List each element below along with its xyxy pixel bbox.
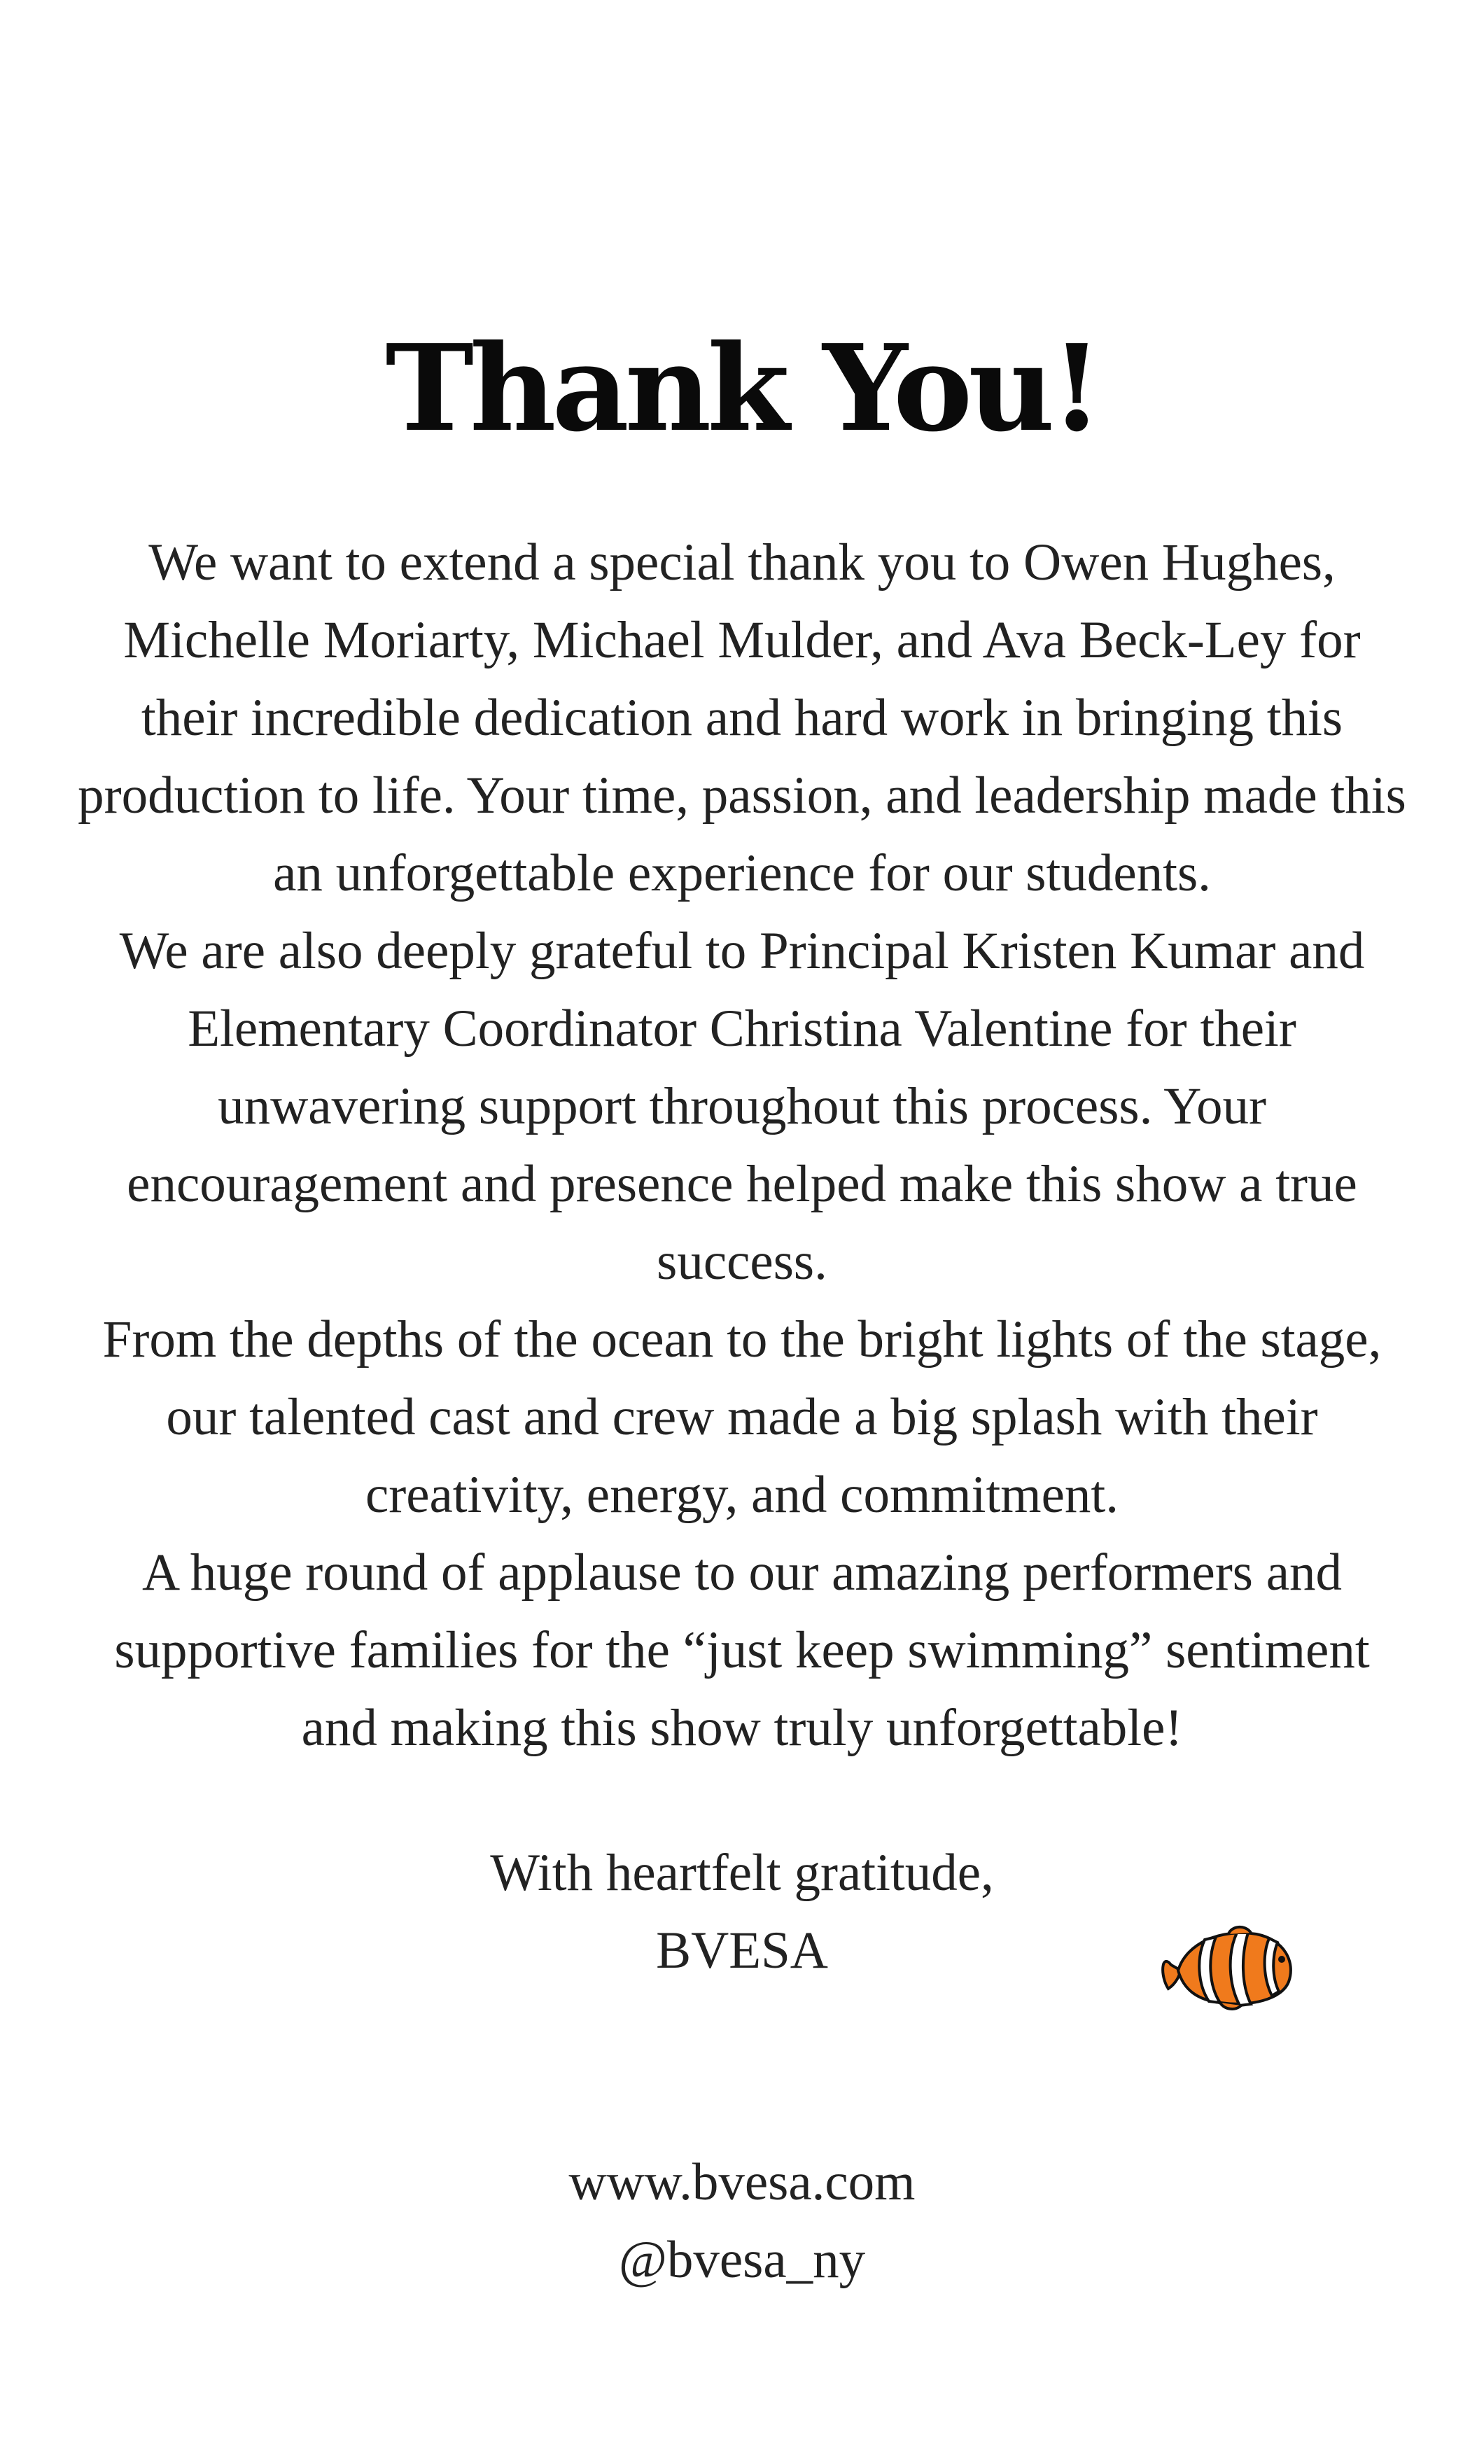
website-link[interactable]: www.bvesa.com: [568, 2153, 916, 2211]
signoff-closing: With heartfelt gratitude,: [490, 1844, 994, 1902]
contact-info: [0, 2143, 1484, 2299]
social-handle[interactable]: @bvesa_ny: [618, 2231, 866, 2289]
signoff-name: BVESA: [656, 1921, 828, 1980]
paragraph-cast-crew: From the depths of the ocean to the bright lights of the stage, our talented cast and crew made a big splash with their creativity, energy, and commitment.: [102, 1310, 1382, 1524]
paragraph-applause: A huge round of applause to our amazing performers and supportive families for the “just keep swimming” sentiment and making this show truly unforgettable!: [114, 1544, 1370, 1757]
page-title: Thank You!: [385, 318, 1099, 458]
message-body: [77, 524, 1407, 1767]
clownfish-icon: [1158, 1921, 1298, 2012]
paragraph-thanks-administration: We are also deeply grateful to Principal Kristen Kumar and Elementary Coordinator Christina Valentine for their unwavering support throughout this process. Your encouragement and presence helped make this show a true success.: [119, 922, 1365, 1291]
paragraph-thanks-directors: We want to extend a special thank you to Owen Hughes, Michelle Moriarty, Michael Mulder, and Ava Beck-Ley for their incredible dedication and hard work in bringing this production to life. Your time, passion, and leadership made this an unforgettable experience for our students.: [78, 533, 1406, 902]
